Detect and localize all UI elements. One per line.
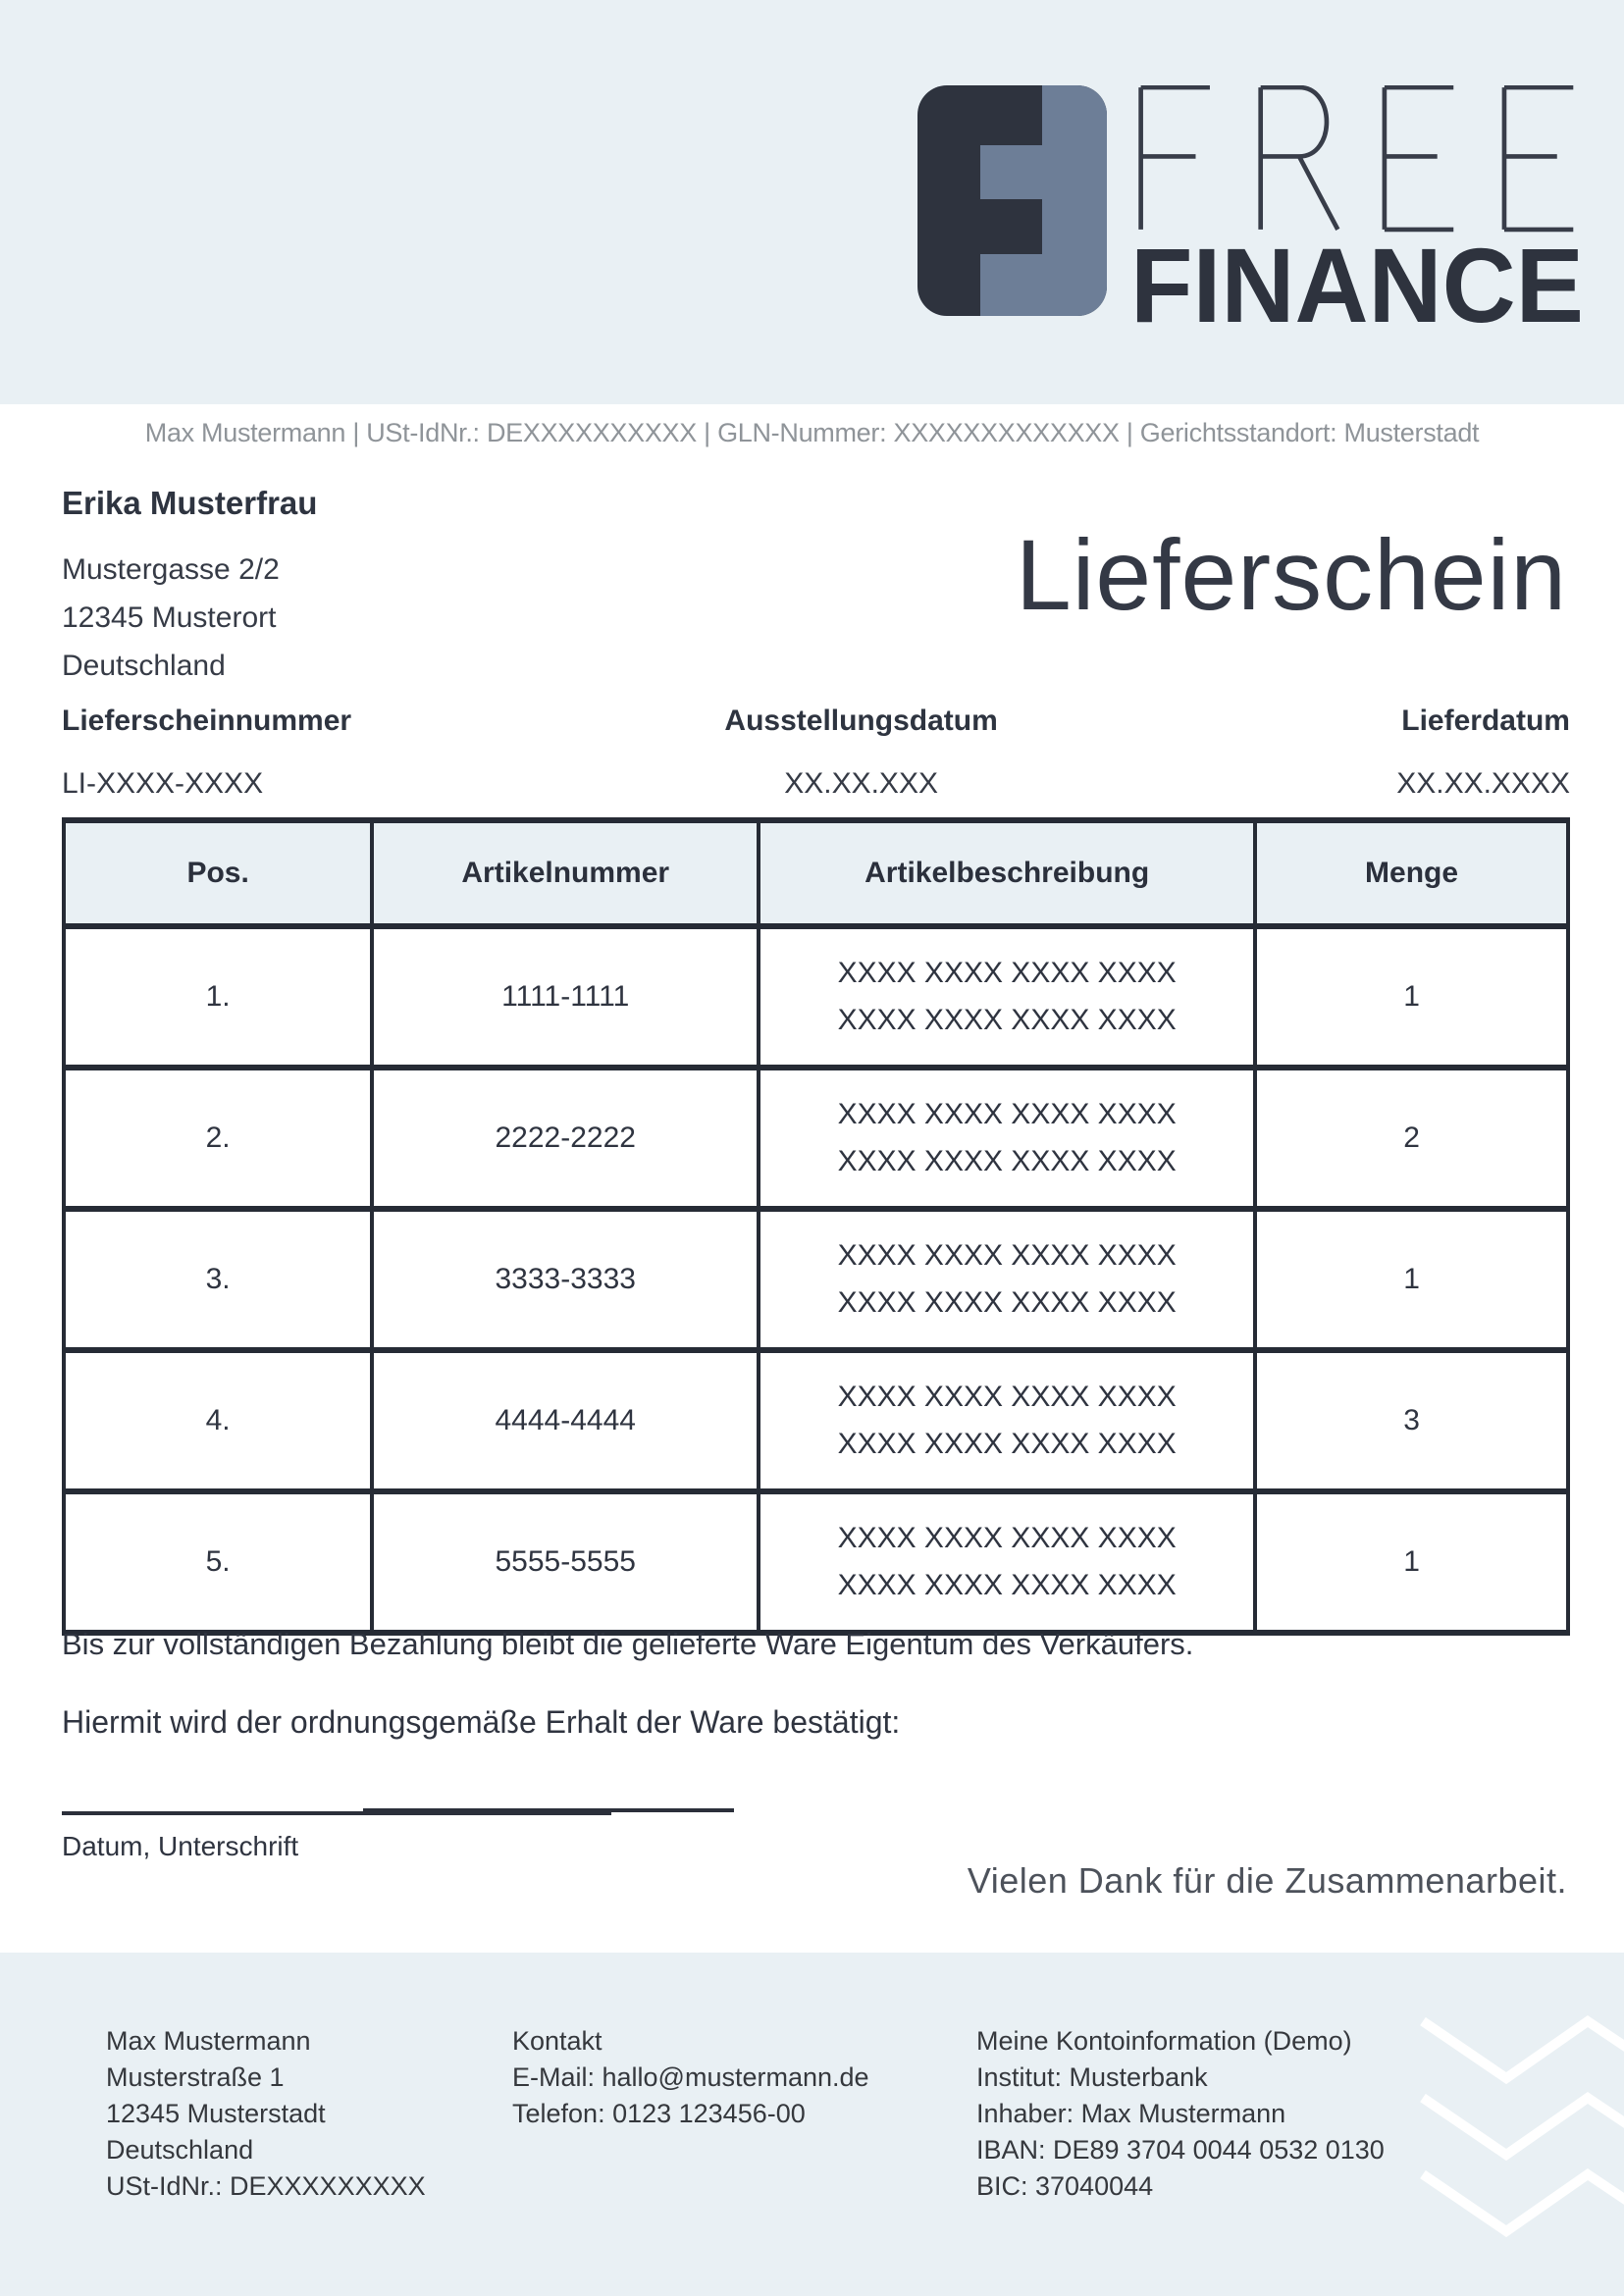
logo-finance-text [1130,243,1586,333]
cell-artnr: 5555-5555 [372,1491,759,1633]
desc-line-2: XXXX XXXX XXXX XXXX [837,1428,1177,1460]
cell-artnr: 2222-2222 [372,1068,759,1209]
confirmation-note: Hiermit wird der ordnungsgemäße Erhalt der Ware bestätigt: [62,1704,901,1740]
table-row [64,926,1568,1068]
cell-desc [759,926,1255,1068]
cell-desc [759,1068,1255,1209]
cell-desc [759,1491,1255,1633]
cell-pos: 5. [64,1491,372,1633]
recipient-street: Mustergasse 2/2 [62,553,280,586]
footer-address-line: 12345 Musterstadt [106,2099,326,2128]
seller-info-line: Max Mustermann | USt-IdNr.: DEXXXXXXXXXX | GLN-Nummer: XXXXXXXXXXXXX | Gerichtsstandort: Musterstadt [144,418,1480,447]
footer-contact-block [512,2023,976,2205]
cell-qty: 1 [1255,1491,1568,1633]
desc-line-1: XXXX XXXX XXXX XXXX [837,957,1177,989]
signature-label: Datum, Unterschrift [62,1831,299,1861]
table-row [64,1350,1568,1491]
signature-line-segment [363,1808,734,1812]
footer-bank-line: BIC: 37040044 [976,2171,1154,2201]
footer-bank-line: IBAN: DE89 3704 0044 0532 0130 [976,2135,1385,2165]
meta-number-label: Lieferscheinnummer [62,704,352,737]
meta-issue-value: XX.XX.XXX [784,767,938,800]
cell-artnr: 1111-1111 [372,926,759,1068]
footer-address-line: USt-IdNr.: DEXXXXXXXXX [106,2171,426,2201]
items-table [62,817,1570,1636]
cell-pos: 1. [64,926,372,1068]
footer-bank-line: Institut: Musterbank [976,2062,1208,2092]
footer-bank-line: Inhaber: Max Mustermann [976,2099,1286,2128]
cell-qty: 1 [1255,1209,1568,1350]
desc-line-1: XXXX XXXX XXXX XXXX [837,1381,1177,1413]
meta-issue-label: Ausstellungsdatum [724,704,998,737]
header-pos: Pos. [64,820,372,926]
recipient-block [62,485,317,690]
meta-issue-date [635,704,1087,801]
retention-note: Bis zur vollständigen Bezahlung bleibt die gelieferte Ware Eigentum des Verkäufers. [62,1627,1194,1661]
footer-band [0,1953,1624,2296]
footer-contact-line: Telefon: 0123 123456-00 [512,2099,806,2128]
footer-contact-line: E-Mail: hallo@mustermann.de [512,2062,869,2092]
thanks-note: Vielen Dank für die Zusammenarbeit. [967,1860,1567,1901]
cell-desc [759,1209,1255,1350]
desc-line-1: XXXX XXXX XXXX XXXX [837,1522,1177,1554]
desc-line-2: XXXX XXXX XXXX XXXX [837,1286,1177,1319]
desc-line-2: XXXX XXXX XXXX XXXX [837,1004,1177,1036]
cell-artnr: 3333-3333 [372,1209,759,1350]
freefinance-logo [917,85,1586,333]
footer-address-block [106,2023,512,2205]
page-title: Lieferschein [1016,519,1567,631]
document-meta-row [62,704,1570,801]
cell-desc [759,1350,1255,1491]
header-artikelbeschreibung: Artikelbeschreibung [759,820,1255,926]
footer-columns [106,2023,1585,2205]
footer-bank-title: Meine Kontoinformation (Demo) [976,2026,1352,2056]
table-row [64,1491,1568,1633]
desc-line-1: XXXX XXXX XXXX XXXX [837,1098,1177,1130]
desc-line-2: XXXX XXXX XXXX XXXX [837,1145,1177,1177]
cell-qty: 1 [1255,926,1568,1068]
desc-line-2: XXXX XXXX XXXX XXXX [837,1569,1177,1601]
recipient-city: 12345 Musterort [62,601,277,634]
table-header-row [64,820,1568,926]
logo-free-text-icon [1130,220,1586,236]
cell-pos: 4. [64,1350,372,1491]
header-menge: Menge [1255,820,1568,926]
footer-address-line: Deutschland [106,2135,254,2165]
footer-contact-title: Kontakt [512,2026,602,2056]
cell-pos: 2. [64,1068,372,1209]
table-row [64,1068,1568,1209]
recipient-country: Deutschland [62,650,226,682]
cell-artnr: 4444-4444 [372,1350,759,1491]
logo-mark-icon [917,85,1107,321]
meta-delivery-value: XX.XX.XXXX [1396,767,1570,800]
logo-wordmark [1130,85,1586,333]
header-artikelnummer: Artikelnummer [372,820,759,926]
recipient-name: Erika Musterfrau [62,485,318,521]
meta-delivery-date [1087,704,1570,801]
meta-number [62,704,635,801]
meta-delivery-label: Lieferdatum [1401,704,1570,737]
desc-line-1: XXXX XXXX XXXX XXXX [837,1239,1177,1272]
footer-address-line: Musterstraße 1 [106,2062,285,2092]
table-row [64,1209,1568,1350]
meta-number-value: LI-XXXX-XXXX [62,767,264,800]
svg-text:FINANCE: FINANCE [1130,243,1584,328]
cell-qty: 2 [1255,1068,1568,1209]
chevron-zigzag-icon [1418,2013,1624,2244]
cell-pos: 3. [64,1209,372,1350]
cell-qty: 3 [1255,1350,1568,1491]
footer-address-line: Max Mustermann [106,2026,311,2056]
